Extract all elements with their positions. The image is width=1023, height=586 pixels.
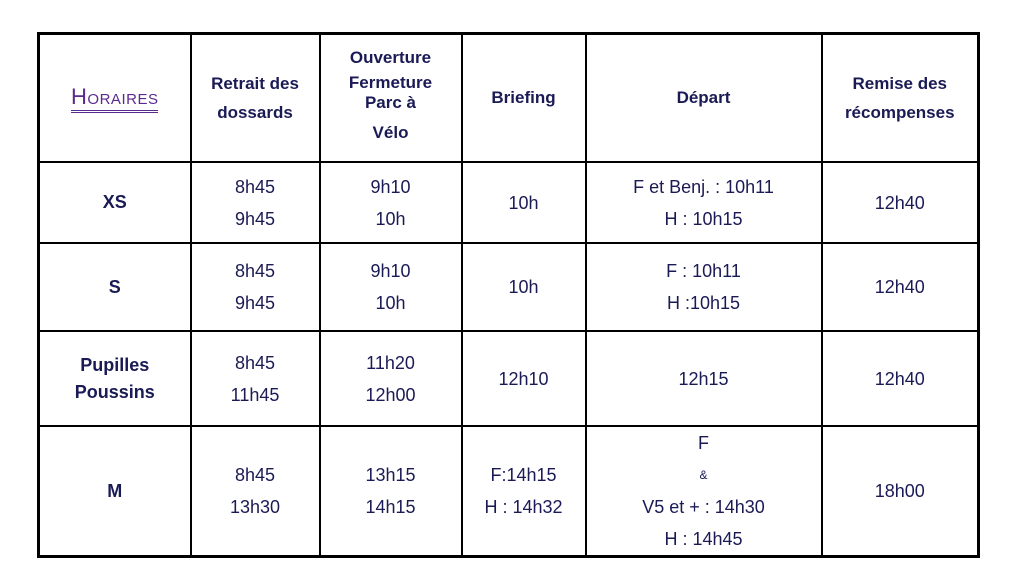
table-row-s [39,243,979,331]
time-value: 13h15 [365,465,416,485]
header-row [39,34,979,163]
retrait-cell [191,162,320,243]
time-value: 11h20 [366,352,415,373]
time-value: 10h [375,208,406,229]
time-value: 12h40 [874,368,925,389]
time-value: 18h00 [874,481,925,501]
time-value: 10h [508,277,539,297]
horaires-title: Horaires [71,84,158,113]
header-horaires [39,34,191,163]
header-text: Remise des [852,74,947,93]
header-text: récompenses [844,103,955,122]
header-parc-velo [320,34,462,163]
briefing-cell [462,162,586,243]
remise-cell [822,243,979,331]
time-value: 8h45 [234,465,276,485]
parc-cell [320,426,462,557]
category-label: M [107,480,123,501]
table-row-m [39,426,979,557]
header-text: dossards [217,103,293,122]
time-value: 9h45 [234,208,276,229]
time-value: 13h30 [229,497,281,517]
time-value: 10h [375,293,406,313]
briefing-cell [462,331,586,426]
remise-cell [822,331,979,426]
time-value: 11h45 [230,384,280,405]
ampersand: & [699,468,708,482]
depart-cell [586,426,822,557]
time-value: 8h45 [234,352,276,373]
time-value: 10h [508,192,539,213]
time-value: 14h15 [365,497,416,517]
time-text: F [698,433,709,453]
depart-cell [586,331,822,426]
category-label: Pupilles [80,354,150,375]
header-text: Retrait des [211,74,299,93]
parc-cell [320,162,462,243]
parc-cell [320,243,462,331]
header-remise [822,34,979,163]
table-row-pupilles-poussins [39,331,979,426]
time-value: 9h10 [370,176,411,197]
time-value: 9h10 [370,261,411,281]
header-retrait-dossards [191,34,320,163]
retrait-cell [191,426,320,557]
time-value: H :10h15 [666,293,741,313]
category-label: Poussins [74,381,155,402]
header-text: Briefing [491,88,556,107]
retrait-cell [191,331,320,426]
time-value: H : 14h32 [484,497,563,517]
time-value: 12h40 [874,277,925,297]
time-text: V5 et + : 14h30 [642,497,765,517]
time-value: F:14h15 [490,465,557,485]
parc-cell [320,331,462,426]
category-cell [39,331,191,426]
time-value: 9h45 [234,293,276,313]
time-value: 8h45 [234,261,276,281]
time-value: 12h00 [365,384,416,405]
category-label: S [108,276,121,297]
time-value: 8h45 [234,176,276,197]
briefing-cell [462,426,586,557]
remise-cell [822,162,979,243]
time-value: 12h40 [874,192,925,213]
category-cell [39,243,191,331]
header-text: Vélo [372,123,409,142]
category-label: XS [102,192,127,212]
remise-cell [822,426,979,557]
schedule-table [37,32,980,558]
time-value: F et Benj. : 10h11 [633,176,774,197]
depart-cell [586,243,822,331]
retrait-cell [191,243,320,331]
table-row-xs [39,162,979,243]
header-text: Parc à [364,93,417,112]
time-value: 12h10 [498,368,549,389]
time-value: F : 10h11 [666,261,741,281]
category-cell [39,426,191,557]
depart-line-1 [587,427,821,523]
time-value: H : 14h45 [664,529,743,549]
header-text: Ouverture [349,48,432,67]
header-depart [586,34,822,163]
header-briefing [462,34,586,163]
time-value: H : 10h15 [664,208,743,229]
depart-cell [586,162,822,243]
time-value: 12h15 [678,368,729,389]
briefing-cell [462,243,586,331]
category-cell [39,162,191,243]
header-text: Départ [676,88,731,107]
header-text: Fermeture [348,73,433,92]
